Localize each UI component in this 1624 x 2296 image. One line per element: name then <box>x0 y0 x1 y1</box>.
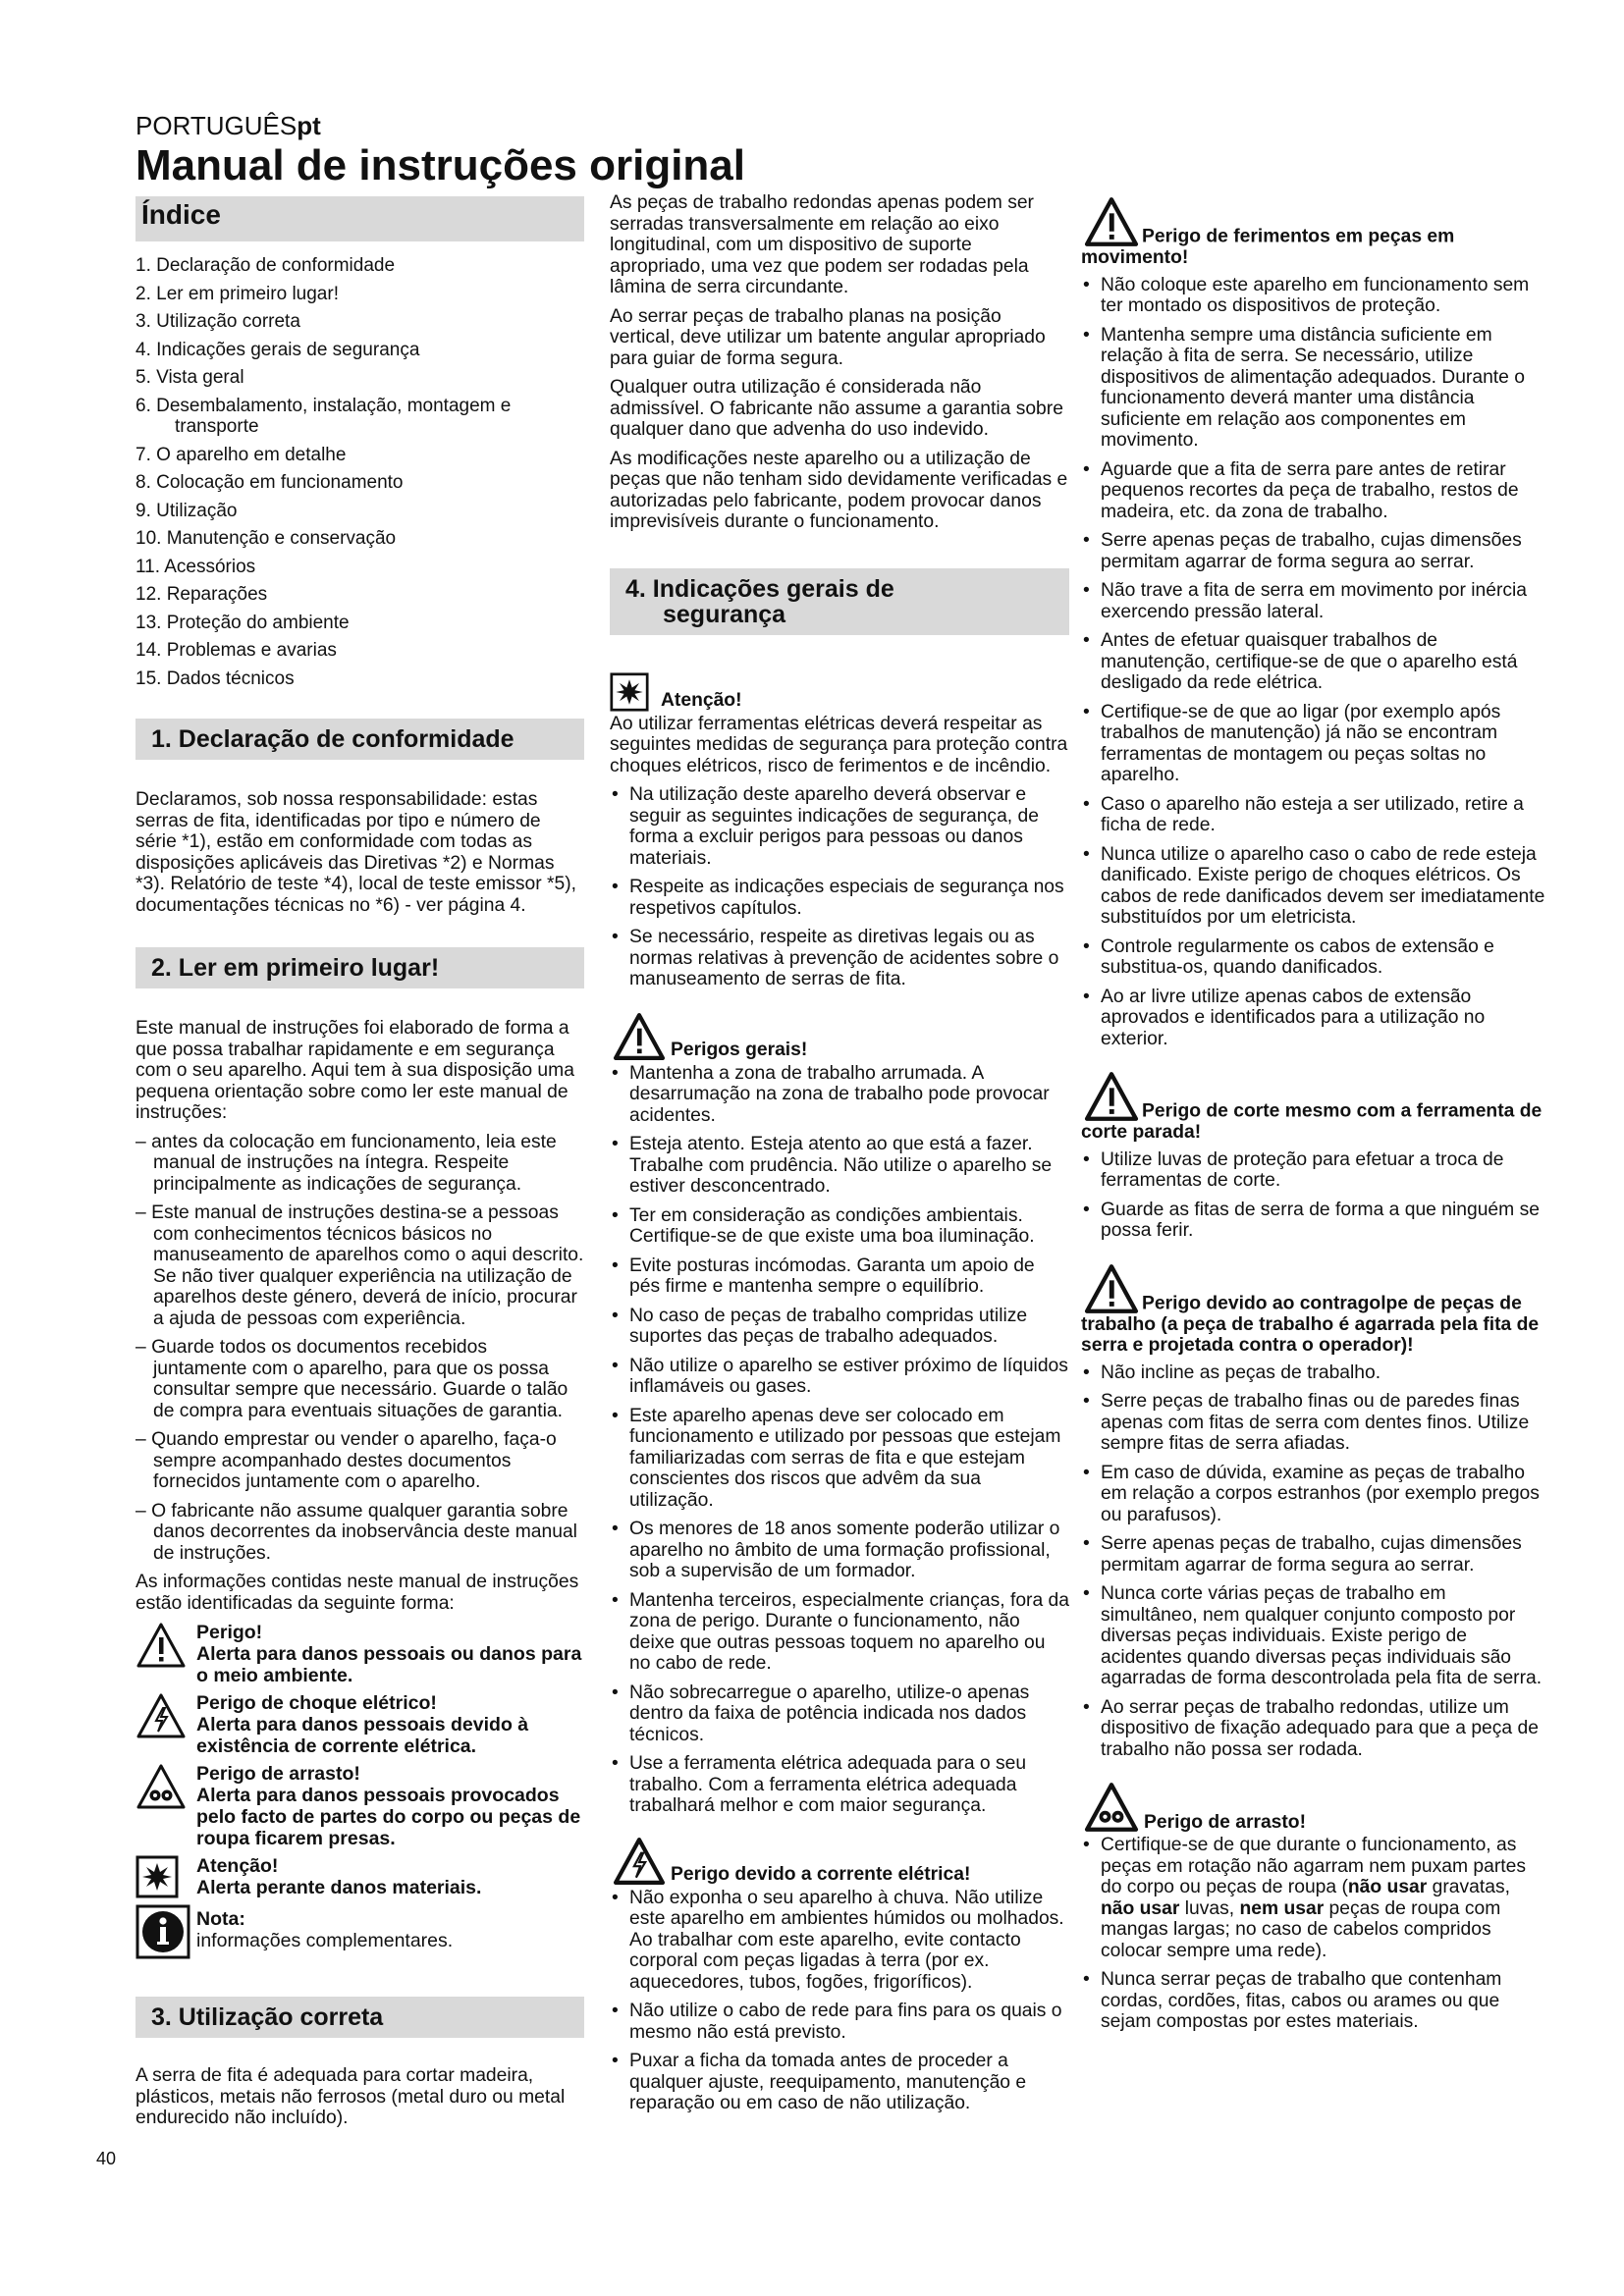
entanglement-danger-title <box>1081 1782 1546 1833</box>
electric-danger-label: Perigo devido a corrente elétrica! <box>671 1864 971 1885</box>
list-item: • Se necessário, respeite as diretivas legais ou as normas relativas à prevenção de acidentes sobre o manuseamento de serras de fita. <box>610 927 1069 990</box>
legend-danger <box>135 1622 584 1686</box>
list-item: • No caso de peças de trabalho compridas utilize suportes das peças de trabalho adequados. <box>610 1306 1069 1348</box>
entanglement-danger-list <box>1081 1835 1546 2033</box>
list-item: – Quando emprestar ou vender o aparelho, faça-o sempre acompanhado destes documentos fornecidos juntamente com o aparelho. <box>135 1429 557 1492</box>
list-item: • Os menores de 18 anos somente poderão utilizar o aparelho no âmbito de uma formação profissional, sob a supervisão de um formador. <box>610 1519 1069 1582</box>
attention-title <box>610 672 1069 712</box>
legend-electric <box>135 1692 584 1757</box>
list-item: • Não utilize o cabo de rede para fins para os quais o mesmo não está previsto. <box>610 2001 1069 2043</box>
text-run: luvas, <box>1179 1897 1240 1919</box>
moving-parts-label: Perigo de ferimentos em peças em movimento! <box>1081 226 1455 268</box>
section-3-paragraph: Ao serrar peças de trabalho planas na posição vertical, deve utilizar um batente angular apropriado para guiar de forma segura. <box>610 305 1046 369</box>
list-item: • Mantenha terceiros, especialmente crianças, fora da zona de perigo. Durante o funcionamento, não deixe que outras pessoas toquem no aparelho ou no cabo de rede. <box>610 1590 1069 1675</box>
legend-title: Perigo de arrasto! <box>196 1763 360 1785</box>
list-item: • Não trave a fita de serra em movimento por inércia exercendo pressão lateral. <box>1081 580 1546 622</box>
attention-list <box>610 784 1069 990</box>
legend-entanglement-text <box>196 1763 584 1849</box>
list-item: • Não coloque este aparelho em funcionamento sem ter montado os dispositivos de proteção. <box>1081 275 1546 317</box>
list-item: • Aguarde que a fita de serra pare antes de retirar pequenos recortes da peça de trabalho, restos de madeira, etc. da zona de trabalho. <box>1081 459 1546 523</box>
cutting-danger-list <box>1081 1149 1546 1242</box>
list-item: • Serre peças de trabalho finas ou de paredes finas apenas com fitas de serra com dentes finos. Utilize sempre fitas de serra afiadas. <box>1081 1391 1546 1455</box>
list-item <box>1081 1835 1546 1961</box>
list-item: • Não utilize o aparelho se estiver próximo de líquidos inflamáveis ou gases. <box>610 1356 1069 1398</box>
emphasis: nem usar <box>1239 1897 1325 1919</box>
section-3-paragraph: Qualquer outra utilização é considerada não admissível. O fabricante não assume a garantia sobre qualquer dano que advenha do uso indevido. <box>610 377 1063 440</box>
page-number: 40 <box>96 2149 117 2168</box>
list-item: • Serre apenas peças de trabalho, cujas dimensões permitam agarrar de forma segura ao serrar. <box>1081 530 1546 572</box>
moving-parts-list <box>1081 275 1546 1050</box>
legend-desc: Alerta para danos pessoais ou danos para o meio ambiente. <box>196 1643 582 1686</box>
list-item: • Na utilização deste aparelho deverá observar e seguir as seguintes indicações de segurança, de forma a excluir perigos para pessoas ou danos materiais. <box>610 784 1069 869</box>
list-item: • Não incline as peças de trabalho. <box>1081 1362 1546 1384</box>
toc-item: 7. O aparelho em detalhe <box>135 444 347 465</box>
list-item: • Mantenha sempre uma distância suficiente em relação à fita de serra. Se necessário, utilize dispositivos de alimentação adequados. Durante o funcionamento deverá manter uma distância suficiente em relação aos componentes em movimento. <box>1081 325 1546 452</box>
cutting-danger-title <box>1081 1071 1546 1144</box>
entanglement-icon <box>1081 1782 1142 1833</box>
toc-item: 12. Reparações <box>135 584 268 605</box>
list-item: • Certifique-se de que ao ligar (por exemplo após trabalhos de manutenção) já não se encontram ferramentas de montagem ou peças soltas no aparelho. <box>1081 702 1546 786</box>
section-4-heading-line2: segurança <box>663 600 786 628</box>
list-item: • Guarde as fitas de serra de forma a que ninguém se possa ferir. <box>1081 1200 1546 1242</box>
toc-heading: Índice <box>135 196 584 241</box>
entanglement-icon <box>135 1763 196 1810</box>
toc-list <box>135 255 584 689</box>
legend-note <box>135 1904 584 1959</box>
electric-danger-title <box>610 1837 1069 1886</box>
electric-shock-icon <box>610 1837 669 1886</box>
list-item: – Este manual de instruções destina-se a pessoas com conhecimentos técnicos básicos no manuseamento de aparelhos como o aqui descrito. Se não tiver qualquer experiência na utilização de aparelhos deste género, deverá de início, procurar a ajuda de pessoas com experiência. <box>135 1202 584 1329</box>
text-run: gravatas, <box>1427 1877 1510 1897</box>
toc-item: 11. Acessórios <box>135 556 256 577</box>
legend-material <box>135 1855 584 1898</box>
legend-title: Nota: <box>196 1908 245 1930</box>
list-item: • Nunca serrar peças de trabalho que contenham cordas, cordões, fitas, cabos ou arames ou que sejam compostas por estes materiais. <box>1081 1969 1546 2033</box>
section-3-paragraph: A serra de fita é adequada para cortar madeira, plásticos, metais não ferrosos (metal duro ou metal endurecido não incluído). <box>135 2065 566 2128</box>
section-2-list <box>135 1132 584 1565</box>
section-2-heading: 2. Ler em primeiro lugar! <box>135 947 584 988</box>
general-dangers-list <box>610 1063 1069 1817</box>
list-item: • Nunca corte várias peças de trabalho em simultâneo, nem qualquer conjunto composto por diversas peças individuais. Existe perigo de acidentes quando diversas peças individuais são agarradas de forma descontrolada pela fita de serra. <box>1081 1583 1546 1689</box>
section-4-heading <box>610 568 1069 635</box>
entanglement-danger-label: Perigo de arrasto! <box>1144 1811 1307 1833</box>
legend-intro: As informações contidas neste manual de instruções estão identificadas da seguinte forma: <box>135 1572 579 1614</box>
electric-danger-list <box>610 1888 1069 2114</box>
toc-item: 10. Manutenção e conservação <box>135 528 397 549</box>
list-item: • Esteja atento. Esteja atento ao que está a fazer. Trabalhe com prudência. Não utilize o aparelho se estiver desconcentrado. <box>610 1134 1069 1198</box>
section-1-text: Declaramos, sob nossa responsabilidade: estas serras de fita, identificadas por tipo e número de série *1), estão em conformidade com todas as disposições aplicáveis das Diretivas *2) e Normas *3). Relatório de teste *4), local de teste emissor *5), documentações técnicas no *6) - ver página 4. <box>135 789 577 916</box>
toc-item: 8. Colocação em funcionamento <box>135 472 404 493</box>
list-item: • Serre apenas peças de trabalho, cujas dimensões permitam agarrar de forma segura ao serrar. <box>1081 1533 1546 1575</box>
legend-title: Perigo de choque elétrico! <box>196 1692 437 1714</box>
section-4-heading-line1: 4. Indicações gerais de <box>625 574 894 603</box>
general-dangers-label: Perigos gerais! <box>671 1040 808 1060</box>
list-item: • Em caso de dúvida, examine as peças de trabalho em relação a corpos estranhos (por exemplo pregos ou parafusos). <box>1081 1463 1546 1526</box>
toc-item-continued <box>135 416 584 438</box>
toc-item: 3. Utilização correta <box>135 311 300 332</box>
section-3-paragraph: As modificações neste aparelho ou a utilização de peças que não tenham sido devidamente verificadas e autorizadas pelo fabricante, podem provocar danos imprevisíveis durante o funcionamento. <box>610 448 1068 532</box>
list-item: • Mantenha a zona de trabalho arrumada. A desarrumação na zona de trabalho pode provocar acidentes. <box>610 1063 1069 1127</box>
warning-triangle-icon <box>1081 196 1142 247</box>
toc-item: 14. Problemas e avarias <box>135 640 337 661</box>
list-item: • Ao ar livre utilize apenas cabos de extensão aprovados e identificados para a utilização no exterior. <box>1081 987 1546 1050</box>
cutting-danger-label: Perigo de corte mesmo com a ferramenta de corte parada! <box>1081 1100 1543 1143</box>
section-1-heading: 1. Declaração de conformidade <box>135 719 584 760</box>
legend-desc: informações complementares. <box>196 1930 454 1951</box>
warning-triangle-icon <box>135 1622 196 1669</box>
legend-desc: Alerta para danos pessoais devido à existência de corrente elétrica. <box>196 1714 529 1757</box>
general-dangers-title <box>610 1012 1069 1061</box>
text-run: Certifique-se de que durante o funcionamento, as peças em rotação não agarram nem puxam partes do corpo ou peças de roupa ( <box>1101 1835 1526 1897</box>
list-item: • Não sobrecarregue o aparelho, utilize-o apenas dentro da faixa de potência indicada nos dados técnicos. <box>610 1682 1069 1746</box>
section-3-heading: 3. Utilização correta <box>135 1997 584 2038</box>
list-item: – O fabricante não assume qualquer garantia sobre danos decorrentes da inobservância deste manual de instruções. <box>135 1500 577 1564</box>
emphasis: não usar <box>1347 1877 1428 1897</box>
list-item: • Respeite as indicações especiais de segurança nos respetivos capítulos. <box>610 877 1069 919</box>
toc-item: 13. Proteção do ambiente <box>135 612 350 633</box>
list-item: • Antes de efetuar quaisquer trabalhos de manutenção, certifique-se de que o aparelho está desligado da rede elétrica. <box>1081 630 1546 694</box>
legend-title: Atenção! <box>196 1855 279 1877</box>
list-item: – antes da colocação em funcionamento, leia este manual de instruções na íntegra. Respeite principalmente as indicações de segurança. <box>135 1131 557 1195</box>
kickback-danger-label: Perigo devido ao contragolpe de peças de trabalho (a peça de trabalho é agarrada pela fita de serra e projetada contra o operador)! <box>1081 1293 1540 1356</box>
warning-triangle-icon <box>1081 1071 1142 1122</box>
list-item: • Caso o aparelho não esteja a ser utilizado, retire a ficha de rede. <box>1081 794 1546 836</box>
legend-electric-text <box>196 1692 584 1757</box>
list-item: • Utilize luvas de proteção para efetuar a troca de ferramentas de corte. <box>1081 1149 1546 1192</box>
column-left <box>135 196 584 2137</box>
legend-note-text <box>196 1904 453 1951</box>
list-item: • Puxar a ficha da tomada antes de proceder a qualquer ajuste, reequipamento, manutenção e reparação ou em caso de não utilização. <box>610 2051 1069 2114</box>
toc-item: 2. Ler em primeiro lugar! <box>135 283 339 304</box>
list-item: • Controle regularmente os cabos de extensão e substitua-os, quando danificados. <box>1081 936 1546 979</box>
warning-triangle-icon <box>610 1012 669 1061</box>
legend-title: Perigo! <box>196 1622 263 1643</box>
attention-label: Atenção! <box>661 690 742 711</box>
list-item: • Não exponha o seu aparelho à chuva. Não utilize este aparelho em ambientes húmidos ou molhados. Ao trabalhar com este aparelho, evite contacto corporal com peças ligadas à terra (por ex. aquecedores, tubos, fogões, frigoríficos). <box>610 1888 1069 1994</box>
toc-item: 4. Indicações gerais de segurança <box>135 339 420 360</box>
toc-item: 9. Utilização <box>135 500 238 521</box>
info-icon <box>135 1904 196 1959</box>
kickback-danger-title <box>1081 1263 1546 1357</box>
legend-material-text <box>196 1855 481 1898</box>
list-item: • Este aparelho apenas deve ser colocado em funcionamento e utilizado por pessoas que estejam familiarizadas com serras de fita e que estejam conscientes dos riscos que advêm da sua utilização. <box>610 1406 1069 1512</box>
toc-item: 5. Vista geral <box>135 367 244 388</box>
toc-item: 15. Dados técnicos <box>135 667 295 689</box>
list-item: • Use a ferramenta elétrica adequada para o seu trabalho. Com a ferramenta elétrica adequada trabalhará melhor e com maior segurança. <box>610 1753 1069 1817</box>
language-label: PORTUGUÊS <box>135 111 298 140</box>
electric-shock-icon <box>135 1692 196 1739</box>
text-run: peças de roupa com mangas largas; no caso de cabelos compridos colocar sempre uma rede). <box>1101 1897 1501 1961</box>
legend-danger-text <box>196 1622 584 1686</box>
legend-entanglement <box>135 1763 584 1849</box>
warning-triangle-icon <box>1081 1263 1142 1314</box>
list-item: • Evite posturas incómodas. Garanta um apoio de pés firme e mantenha sempre o equilíbrio. <box>610 1255 1069 1298</box>
attention-text: Ao utilizar ferramentas elétricas deverá respeitar as seguintes medidas de segurança para proteção contra choques elétricos, risco de ferimentos e de incêndio. <box>610 713 1068 776</box>
material-damage-icon <box>135 1855 196 1898</box>
header-language <box>135 111 321 141</box>
kickback-danger-list <box>1081 1362 1546 1761</box>
list-item: • Nunca utilize o aparelho caso o cabo de rede esteja danificado. Existe perigo de choques elétricos. Os cabos de rede danificados devem ser imediatamente substituídos por um eletricista. <box>1081 844 1546 929</box>
column-right <box>1081 196 1546 2041</box>
list-item: – Guarde todos os documentos recebidos juntamente com o aparelho, para que os possa consultar sempre que necessário. Guarde o talão de compra para eventuais situações de garantia. <box>135 1337 568 1421</box>
section-3-paragraph: As peças de trabalho redondas apenas podem ser serradas transversalmente em relação ao eixo longitudinal, com um dispositivo de suporte apropriado, uma vez que podem ser rodadas pela lâmina de serra circundante. <box>610 192 1034 297</box>
moving-parts-title <box>1081 196 1546 269</box>
language-code: pt <box>297 111 321 140</box>
list-item: • Ter em consideração as condições ambientais. Certifique-se de que existe uma boa iluminação. <box>610 1205 1069 1248</box>
section-2-intro: Este manual de instruções foi elaborado de forma a que possa trabalhar rapidamente e em segurança com o seu aparelho. Aqui tem à sua disposição uma pequena orientação sobre como ler este manual de instruções: <box>135 1018 574 1123</box>
material-damage-icon <box>610 672 649 712</box>
column-middle <box>610 192 1069 2122</box>
page-title: Manual de instruções original <box>135 141 746 189</box>
toc-item: 1. Declaração de conformidade <box>135 255 396 276</box>
toc-item: 6. Desembalamento, instalação, montagem e <box>135 395 512 416</box>
toc-item-cont-text: transporte <box>175 416 259 437</box>
emphasis: não usar <box>1101 1897 1180 1919</box>
legend-desc: Alerta perante danos materiais. <box>196 1877 482 1898</box>
list-item: • Ao serrar peças de trabalho redondas, utilize um dispositivo de fixação adequado para que a peça de trabalho não possa ser rodada. <box>1081 1697 1546 1761</box>
legend-desc: Alerta para danos pessoais provocados pelo facto de partes do corpo ou peças de roupa ficarem presas. <box>196 1785 581 1849</box>
